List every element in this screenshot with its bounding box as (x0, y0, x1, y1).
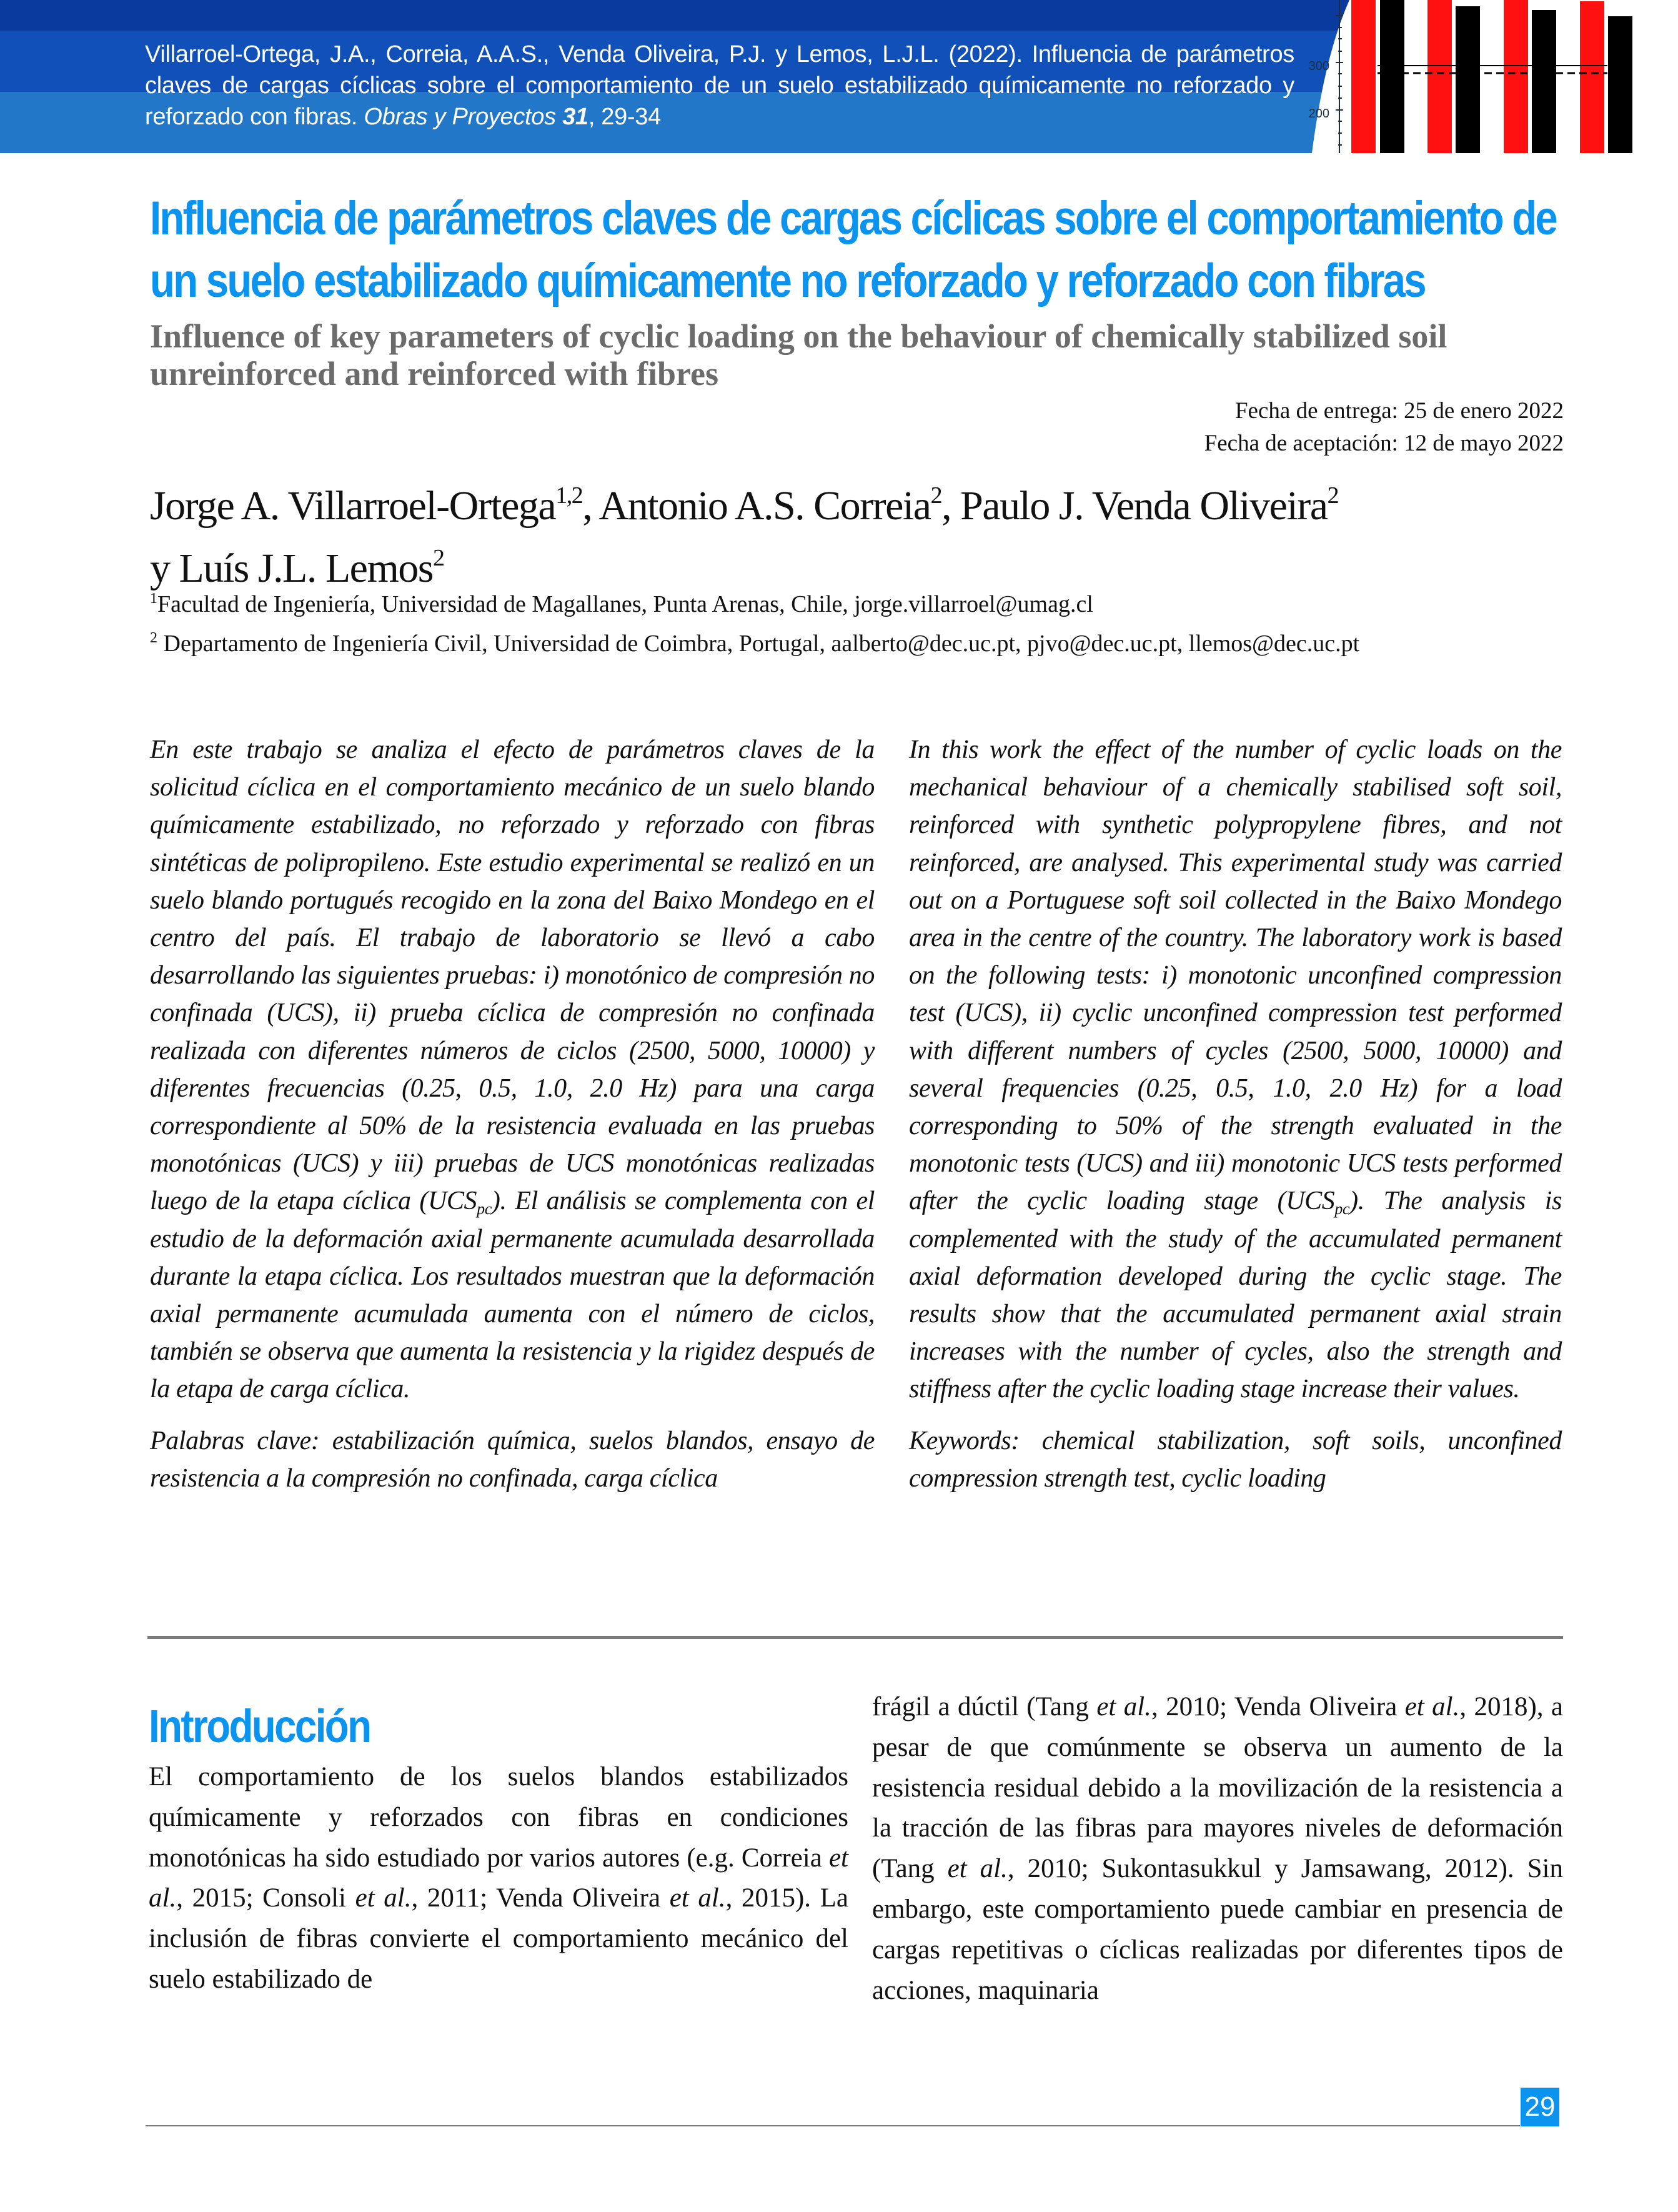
author-affiliation-mark: 2 (432, 545, 444, 571)
introduction-heading: Introducción (149, 1700, 370, 1752)
keywords-english: Keywords: chemical stabilization, soft soils, unconfined compression strength test, cyclic loading (909, 1426, 1562, 1493)
intro-text: , 2011; Venda Oliveira (411, 1883, 670, 1913)
abstract-text: ). The analysis is complemented with the study of the accumulated permanent axial deformation developed during the cyclic stage. The results show that the accumulated permanent axial strain increases with the number of cycles, also the strength and stiffness after the cyclic loading stage increase their values. (909, 1187, 1562, 1404)
citation-pages: , 29-34 (588, 104, 661, 130)
journal-header-band (0, 0, 1678, 153)
citation-et-al: et al. (669, 1883, 726, 1913)
introduction-column-left (149, 1757, 848, 2000)
deco-bar (1608, 16, 1632, 153)
deco-bar (1580, 1, 1604, 153)
deco-tick-label: 200 (1308, 107, 1329, 121)
page-number: 29 (1521, 2088, 1559, 2126)
author-separator: , (941, 483, 961, 529)
citation-et-al: et al. (1404, 1692, 1460, 1721)
acceptance-date: Fecha de aceptación: 12 de mayo 2022 (1204, 431, 1564, 456)
citation-et-al: et al. (149, 1843, 848, 1913)
abstract-english (909, 731, 1562, 1497)
subscript: pc (1334, 1200, 1350, 1218)
author-affiliation-mark: 1,2 (555, 482, 583, 509)
article-dates (1204, 395, 1564, 460)
article-title-english: Influence of key parameters of cyclic loading on the behaviour of chemically stabilized soil unreinforced and reinforced with fibres (150, 317, 1447, 392)
citation-et-al: et al. (1096, 1692, 1151, 1721)
author-affiliation-mark: 2 (930, 482, 942, 509)
intro-text: , 2018), a pesar de que comúnmente se observa un aumento de la resistencia residual debido a la movilización de la resistencia a la tracción de las fibras para mayores niveles de deformación (Tang (872, 1692, 1563, 1884)
deco-bar (1456, 6, 1480, 153)
intro-text: , 2010; Sukontasukkul y Jamsawang, 2012). Sin embargo, este comportamiento puede cambiar en presencia de cargas repetitivas o cíclicas realizadas por diferentes tipos de acciones, maquinaria (872, 1854, 1563, 2005)
deco-bar (1532, 10, 1556, 153)
abstract-text: En este trabajo se analiza el efecto de parámetros claves de la solicitud cíclica en el comportamiento mecánico de un suelo blando químicamente estabilizado, no reforzado y reforzado con fibras sintéticas de polipropileno. Este estudio experimental se realizó en un suelo blando portugués recogido en la zona del Baixo Mondego en el centro del país. El trabajo de laboratorio se llevó a cabo desarrollando las siguientes pruebas: i) monotónico de compresión no confinada (UCS), ii) prueba cíclica de compresión no confinada realizada con diferentes números de ciclos (2500, 5000, 10000) y diferentes frecuencias (0.25, 0.5, 1.0, 2.0 Hz) para una carga correspondiente al 50% de la resistencia evaluada en las pruebas monotónicas (UCS) y iii) pruebas de UCS monotónicas realizadas luego de la etapa cíclica (UCS (150, 735, 875, 1216)
author-affiliation-mark: 2 (1327, 482, 1339, 509)
affiliation-number: 2 (150, 630, 157, 646)
author-name: Jorge A. Villarroel-Ortega (150, 483, 556, 529)
citation-et-al: et al. (947, 1854, 1008, 1884)
affiliation-text: Departamento de Ingeniería Civil, Universidad de Coimbra, Portugal, aalberto@dec.uc.pt, pjvo@dec.uc.pt, llemos@dec.uc.pt (157, 630, 1360, 657)
abstract-text: In this work the effect of the number of cyclic loads on the mechanical behaviour of a chemically stabilised soft soil, reinforced with synthetic polypropylene fibres, and not reinforced, are analysed. This experimental study was carried out on a Portuguese soft soil collected in the Baixo Mondego area in the centre of the country. The laboratory work is based on the following tests: i) monotonic unconfined compression test (UCS), ii) cyclic unconfined compression test performed with different numbers of cycles (2500, 5000, 10000) and several frequencies (0.25, 0.5, 1.0, 2.0 Hz) for a load corresponding to 50% of the strength evaluated in the monotonic tests (UCS) and iii) monotonic UCS tests performed after the cyclic loading stage (UCS (909, 735, 1562, 1216)
abstract-body (909, 731, 1562, 1408)
intro-text: , 2015). La inclusión de fibras convierte el comportamiento mecánico del suelo estabilizado de (149, 1883, 849, 1994)
author-name: y Luís J.L. Lemos (150, 546, 433, 591)
footer-rule (146, 2125, 1520, 2126)
section-divider (147, 1636, 1563, 1639)
affiliation-2 (150, 628, 1587, 659)
subscript: pc (477, 1200, 492, 1218)
intro-text: frágil a dúctil (Tang (872, 1692, 1097, 1721)
intro-text: , 2010; Venda Oliveira (1151, 1692, 1405, 1721)
citation-volume: 31 (562, 104, 588, 130)
keywords-spanish: Palabras clave: estabilización química, suelos blandos, ensayo de resistencia a la compresión no confinada, carga cíclica (150, 1426, 875, 1493)
intro-text: El comportamiento de los suelos blandos estabilizados químicamente y reforzados con fibras en condiciones monotónicas ha sido estudiado por varios autores (e.g. Correia (149, 1762, 848, 1873)
abstract-body (150, 731, 875, 1408)
deco-tick-label: 300 (1308, 59, 1329, 73)
article-title-spanish: Influencia de parámetros claves de cargas cíclicas sobre el comportamiento de un suelo estabilizado químicamente no reforzado y reforzado con fibras (150, 192, 1557, 307)
deco-bar (1427, 0, 1452, 153)
citation-text (145, 39, 1294, 132)
abstract-text: ). El análisis se complementa con el estudio de la deformación axial permanente acumulada desarrollada durante la etapa cíclica. Los resultados muestran que la deformación axial permanente acumulada aumenta con el número de ciclos, también se observa que aumenta la resistencia y la rigidez después de la etapa de carga cíclica. (150, 1187, 875, 1404)
citation-body: Villarroel-Ortega, J.A., Correia, A.A.S., Venda Oliveira, P.J. y Lemos, L.J.L. (2022). Influencia de parámetros claves de cargas cíclicas sobre el comportamiento de un suelo estabilizado químicamente no reforzado y reforzado con fibras. (145, 41, 1294, 130)
intro-text: , 2015; Consoli (176, 1883, 355, 1913)
author-name: Antonio A.S. Correia (598, 483, 931, 529)
citation-journal: Obras y Proyectos (364, 104, 556, 130)
abstract-spanish (150, 731, 875, 1497)
deco-bar (1504, 0, 1528, 153)
affiliation-number: 1 (150, 590, 157, 607)
affiliation-text: Facultad de Ingeniería, Universidad de Magallanes, Punta Arenas, Chile, jorge.villarroel@umag.cl (157, 591, 1093, 617)
deco-bar (1380, 0, 1404, 153)
deco-bar (1351, 0, 1376, 153)
author-separator: , (582, 483, 599, 529)
introduction-column-right (872, 1687, 1563, 2011)
bar-chart-illustration-icon (1299, 0, 1678, 153)
submission-date: Fecha de entrega: 25 de enero 2022 (1234, 398, 1564, 424)
citation-et-al: et al. (355, 1883, 412, 1913)
affiliation-1 (150, 589, 1587, 620)
author-name: Paulo J. Venda Oliveira (960, 483, 1328, 529)
author-list (150, 475, 1581, 600)
